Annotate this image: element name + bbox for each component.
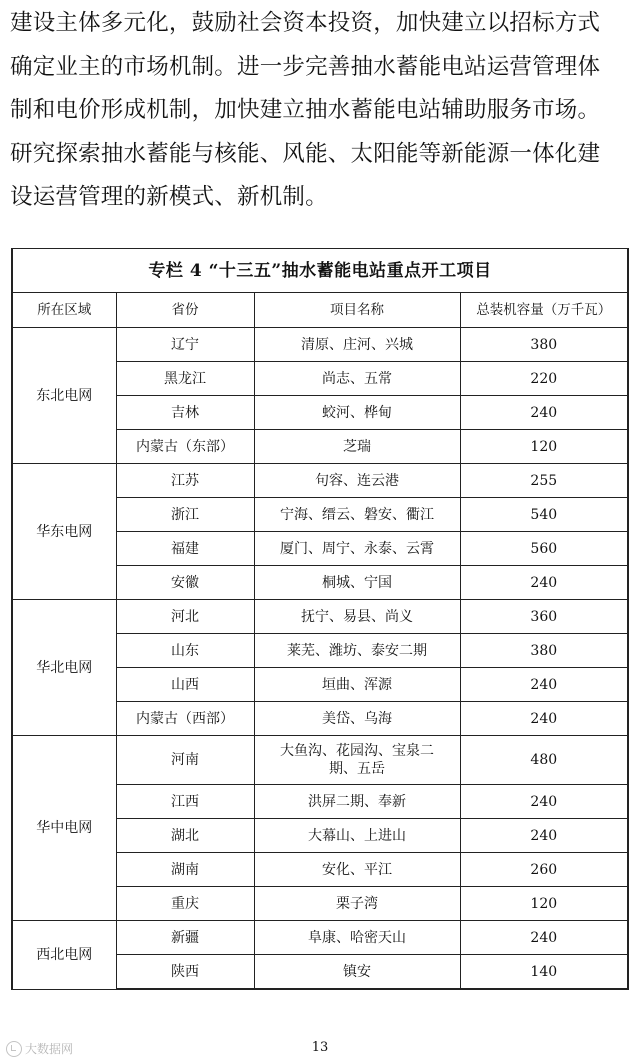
province-cell: 河南 xyxy=(116,736,254,785)
project-cell: 安化、平江 xyxy=(254,853,460,887)
project-cell: 清原、庄河、兴城 xyxy=(254,328,460,362)
project-cell: 桐城、宁国 xyxy=(254,566,460,600)
project-cell: 莱芜、潍坊、泰安二期 xyxy=(254,634,460,668)
province-cell: 山东 xyxy=(116,634,254,668)
page-number: 13 xyxy=(311,1040,329,1055)
table-row xyxy=(12,921,628,955)
province-cell: 江苏 xyxy=(116,464,254,498)
province-cell: 新疆 xyxy=(116,921,254,955)
header-capacity: 总装机容量（万千瓦） xyxy=(460,293,628,328)
table-row xyxy=(12,736,628,785)
project-cell: 大鱼沟、花园沟、宝泉二期、五岳 xyxy=(254,736,460,785)
body-paragraph xyxy=(10,2,632,220)
paragraph-line: 制和电价形成机制，加快建立抽水蓄能电站辅助服务市场。 xyxy=(10,97,601,123)
capacity-cell: 240 xyxy=(460,819,628,853)
capacity-cell: 480 xyxy=(460,736,628,785)
project-cell: 芝瑞 xyxy=(254,430,460,464)
province-cell: 福建 xyxy=(116,532,254,566)
project-cell: 尚志、五常 xyxy=(254,362,460,396)
province-cell: 浙江 xyxy=(116,498,254,532)
region-cell: 华中电网 xyxy=(12,736,116,921)
province-cell: 黑龙江 xyxy=(116,362,254,396)
paragraph-line: 确定业主的市场机制。进一步完善抽水蓄能电站运营管理体 xyxy=(10,53,601,80)
project-cell: 洪屏二期、奉新 xyxy=(254,785,460,819)
province-cell: 陕西 xyxy=(116,955,254,990)
project-cell: 阜康、哈密天山 xyxy=(254,921,460,955)
capacity-cell: 120 xyxy=(460,887,628,921)
province-cell: 安徽 xyxy=(116,566,254,600)
capacity-cell: 540 xyxy=(460,498,628,532)
province-cell: 山西 xyxy=(116,668,254,702)
header-project-name: 项目名称 xyxy=(254,293,460,328)
capacity-cell: 380 xyxy=(460,328,628,362)
project-cell: 句容、连云港 xyxy=(254,464,460,498)
header-region: 所在区域 xyxy=(12,293,116,328)
region-cell: 华北电网 xyxy=(12,600,116,736)
capacity-cell: 240 xyxy=(460,668,628,702)
capacity-cell: 240 xyxy=(460,566,628,600)
capacity-cell: 260 xyxy=(460,853,628,887)
capacity-cell: 240 xyxy=(460,921,628,955)
table-row xyxy=(12,328,628,362)
province-cell: 辽宁 xyxy=(116,328,254,362)
capacity-cell: 255 xyxy=(460,464,628,498)
province-cell: 湖北 xyxy=(116,819,254,853)
region-cell: 西北电网 xyxy=(12,921,116,990)
table-row xyxy=(12,600,628,634)
capacity-cell: 240 xyxy=(460,396,628,430)
table-title: 专栏 4 “十三五”抽水蓄能电站重点开工项目 xyxy=(12,249,628,293)
province-cell: 湖南 xyxy=(116,853,254,887)
capacity-cell: 220 xyxy=(460,362,628,396)
province-cell: 吉林 xyxy=(116,396,254,430)
paragraph-line: 建设主体多元化，鼓励社会资本投资，加快建立以招标方式 xyxy=(10,10,601,36)
project-cell: 美岱、乌海 xyxy=(254,702,460,736)
capacity-cell: 120 xyxy=(460,430,628,464)
capacity-cell: 240 xyxy=(460,702,628,736)
project-cell: 厦门、周宁、永泰、云霄 xyxy=(254,532,460,566)
paragraph-line: 研究探索抽水蓄能与核能、风能、太阳能等新能源一体化建 xyxy=(10,140,601,167)
region-cell: 华东电网 xyxy=(12,464,116,600)
watermark-text: 大数据网 xyxy=(25,1042,74,1056)
paragraph-line: 设运营管理的新模式、新机制。 xyxy=(10,184,328,210)
capacity-cell: 380 xyxy=(460,634,628,668)
capacity-cell: 560 xyxy=(460,532,628,566)
project-cell: 抚宁、易县、尚义 xyxy=(254,600,460,634)
project-cell: 大幕山、上进山 xyxy=(254,819,460,853)
capacity-cell: 360 xyxy=(460,600,628,634)
project-cell: 宁海、缙云、磐安、衢江 xyxy=(254,498,460,532)
header-province: 省份 xyxy=(116,293,254,328)
table-title-row xyxy=(12,249,628,293)
province-cell: 内蒙古（西部） xyxy=(116,702,254,736)
capacity-cell: 140 xyxy=(460,955,628,990)
project-cell: 镇安 xyxy=(254,955,460,990)
region-cell: 东北电网 xyxy=(12,328,116,464)
projects-table xyxy=(11,248,629,990)
project-cell: 垣曲、浑源 xyxy=(254,668,460,702)
table-header-row xyxy=(12,293,628,328)
province-cell: 重庆 xyxy=(116,887,254,921)
project-cell: 蛟河、桦甸 xyxy=(254,396,460,430)
capacity-cell: 240 xyxy=(460,785,628,819)
province-cell: 江西 xyxy=(116,785,254,819)
province-cell: 河北 xyxy=(116,600,254,634)
table-row xyxy=(12,464,628,498)
province-cell: 内蒙古（东部） xyxy=(116,430,254,464)
project-cell: 栗子湾 xyxy=(254,887,460,921)
